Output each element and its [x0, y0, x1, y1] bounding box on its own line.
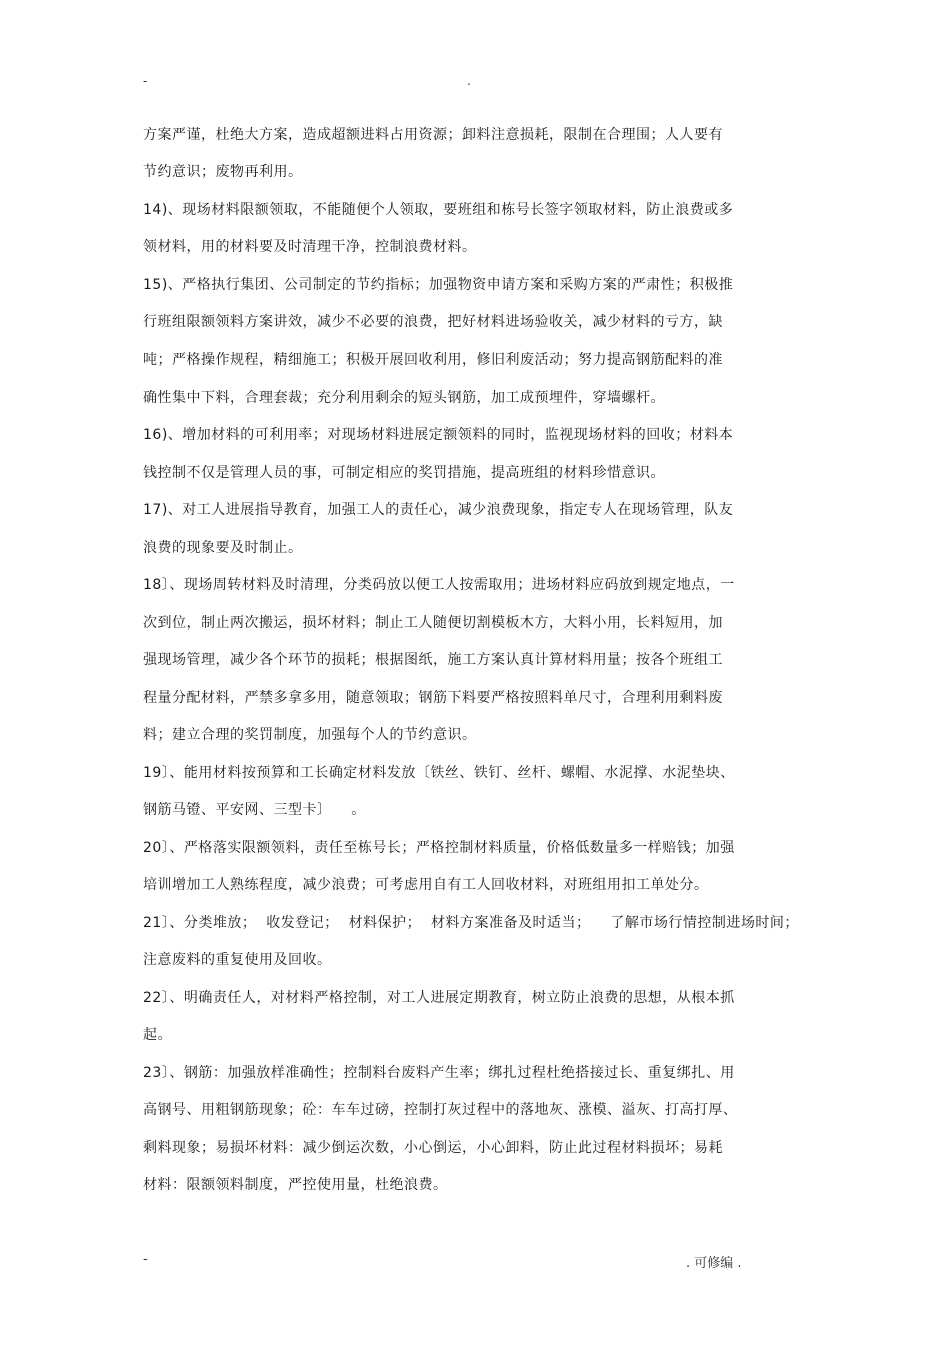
text-line: 16)、增加材料的可利用率；对现场材料进展定额领料的同时，监视现场材料的回收；材料本: [143, 427, 734, 443]
text-line: 强现场管理，减少各个环节的损耗；根据图纸，施工方案认真计算材料用量；按各个班组工: [143, 652, 723, 668]
text-line: 确性集中下料，合理套裁；充分利用剩余的短头钢筋，加工成预埋件，穿墙螺杆。: [143, 390, 665, 406]
text-line: 钱控制不仅是管理人员的事，可制定相应的奖罚措施，提高班组的材料珍惜意识。: [143, 465, 665, 481]
text-line: 20〕、严格落实限额领料，责任至栋号长；严格控制材料质量，价格低数量多一样赔钱；加强: [143, 840, 735, 856]
text-line: 程量分配材料，严禁多拿多用，随意领取；钢筋下料要严格按照料单尺寸，合理利用剩料废: [143, 690, 723, 706]
text-line: 21〕、分类堆放； 收发登记； 材料保护； 材料方案准备及时适当； 了解市场行情控制进场时间；: [143, 915, 799, 931]
text-line: 剩料现象；易损坏材料：减少倒运次数，小心倒运，小心卸料，防止此过程材料损坏；易耗: [143, 1140, 723, 1156]
text-line: 起。: [143, 1027, 172, 1043]
text-line: 钢筋马镫、平安网、三型卡〕 。: [143, 802, 366, 818]
text-line: 18〕、现场周转材料及时清理，分类码放以便工人按需取用；进场材料应码放到规定地点，一: [143, 577, 735, 593]
footer-editable-note: . 可修编 .: [686, 1256, 742, 1271]
text-line: 注意废料的重复使用及回收。: [143, 952, 332, 968]
text-line: 22〕、明确责任人，对材料严格控制，对工人进展定期教育，树立防止浪费的思想，从根本抓: [143, 990, 735, 1006]
header-left-mark: -: [143, 74, 148, 88]
text-line: 料；建立合理的奖罚制度，加强每个人的节约意识。: [143, 727, 477, 743]
text-line: 17)、对工人进展指导教育，加强工人的责任心，减少浪费现象，指定专人在现场管理，队友: [143, 502, 734, 518]
text-line: 15)、严格执行集团、公司制定的节约指标；加强物资申请方案和采购方案的严肃性；积极推: [143, 277, 734, 293]
text-line: 23〕、钢筋：加强放样准确性；控制料台废料产生率；绑扎过程杜绝搭接过长、重复绑扎、用: [143, 1065, 735, 1081]
footer-left-mark: -: [143, 1252, 148, 1267]
text-line: 高钢号、用粗钢筋现象；砼：车车过磅，控制打灰过程中的落地灰、涨模、溢灰、打高打厚、: [143, 1102, 738, 1118]
text-line: 浪费的现象要及时制止。: [143, 540, 303, 556]
header-right-mark: .: [467, 74, 471, 88]
text-line: 方案严谨，杜绝大方案，造成超额进料占用资源；卸料注意损耗，限制在合理围；人人要有: [143, 127, 723, 143]
text-line: 培训增加工人熟练程度，减少浪费；可考虑用自有工人回收材料，对班组用扣工单处分。: [143, 877, 709, 893]
text-line: 次到位，制止两次搬运，损坏材料；制止工人随便切割模板木方，大料小用，长料短用，加: [143, 615, 723, 631]
text-line: 领材料，用的材料要及时清理干净，控制浪费材料。: [143, 239, 477, 255]
text-line: 节约意识；废物再利用。: [143, 164, 303, 180]
text-line: 14)、现场材料限额领取，不能随便个人领取，要班组和栋号长签字领取材料，防止浪费或多: [143, 202, 734, 218]
text-line: 19〕、能用材料按预算和工长确定材料发放〔铁丝、铁钉、丝杆、螺帽、水泥撑、水泥垫块、: [143, 765, 735, 781]
text-line: 材料：限额领料制度，严控使用量，杜绝浪费。: [143, 1177, 448, 1193]
text-line: 吨；严格操作规程，精细施工；积极开展回收利用，修旧利废活动；努力提高钢筋配料的准: [143, 352, 723, 368]
text-line: 行班组限额领料方案讲效，减少不必要的浪费，把好材料进场验收关，减少材料的亏方，缺: [143, 314, 723, 330]
